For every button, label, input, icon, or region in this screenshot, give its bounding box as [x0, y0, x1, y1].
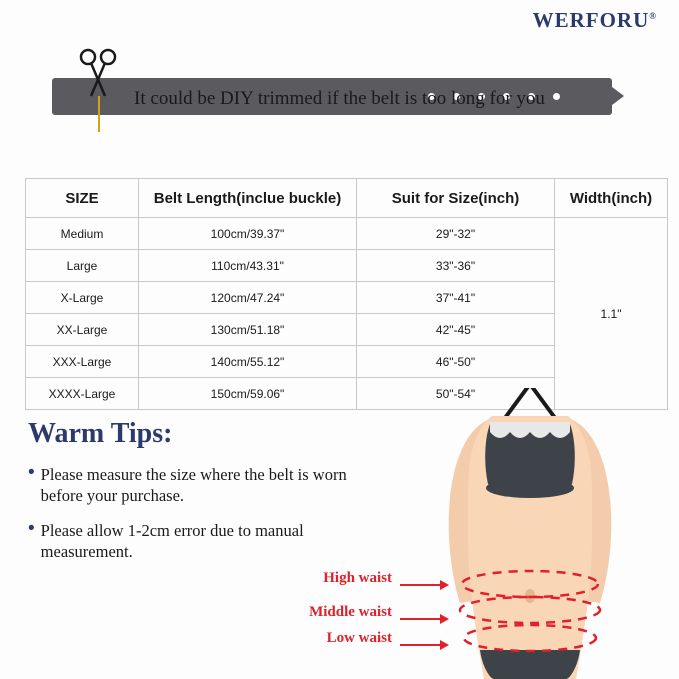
brand-name: WERFORU [532, 8, 650, 32]
warm-tips-section [28, 418, 378, 576]
header-suit-for-size: Suit for Size(inch) [357, 179, 555, 218]
cell-size: Medium [26, 218, 139, 250]
cell-length: 140cm/55.12" [139, 346, 357, 378]
tip-text: Please measure the size where the belt is worn before your purchase. [40, 465, 347, 505]
arrow-head-middle [440, 614, 449, 624]
cell-suit: 29"-32" [357, 218, 555, 250]
arrow-line-low [400, 644, 442, 646]
female-torso-illustration [380, 388, 679, 679]
cell-length: 150cm/59.06" [139, 378, 357, 410]
brand-logo [533, 8, 657, 33]
arrow-head-low [440, 640, 449, 650]
bullet-icon: • [28, 518, 35, 539]
cell-width: 1.1" [555, 218, 668, 410]
cell-size: XXX-Large [26, 346, 139, 378]
cell-length: 110cm/43.31" [139, 250, 357, 282]
label-middle-waist: Middle waist [309, 604, 392, 620]
header-width: Width(inch) [555, 179, 668, 218]
label-high-waist: High waist [323, 570, 392, 586]
cell-length: 120cm/47.24" [139, 282, 357, 314]
arrow-line-middle [400, 618, 442, 620]
warm-tips-title: Warm Tips: [28, 418, 173, 449]
cell-suit: 42"-45" [357, 314, 555, 346]
cell-length: 100cm/39.37" [139, 218, 357, 250]
belt-caption: It could be DIY trimmed if the belt is too long for you [134, 88, 545, 109]
cell-suit: 50"-54" [357, 378, 555, 410]
arrow-head-high [440, 580, 449, 590]
registered-mark: ® [649, 11, 657, 21]
size-chart-table [25, 178, 668, 410]
label-low-waist: Low waist [326, 630, 392, 646]
table-row [26, 218, 668, 250]
bullet-icon: • [28, 462, 35, 483]
header-belt-length: Belt Length(inclue buckle) [139, 179, 357, 218]
cell-suit: 37"-41" [357, 282, 555, 314]
header-size: SIZE [26, 179, 139, 218]
arrow-line-high [400, 584, 442, 586]
tip-item [28, 464, 378, 506]
tip-text: Please allow 1-2cm error due to manual measurement. [40, 521, 304, 561]
table-header-row [26, 179, 668, 218]
cell-suit: 33"-36" [357, 250, 555, 282]
tip-item [28, 520, 378, 562]
cell-length: 130cm/51.18" [139, 314, 357, 346]
cell-size: X-Large [26, 282, 139, 314]
cell-size: XX-Large [26, 314, 139, 346]
cell-size: XXXX-Large [26, 378, 139, 410]
cell-size: Large [26, 250, 139, 282]
cell-suit: 46"-50" [357, 346, 555, 378]
